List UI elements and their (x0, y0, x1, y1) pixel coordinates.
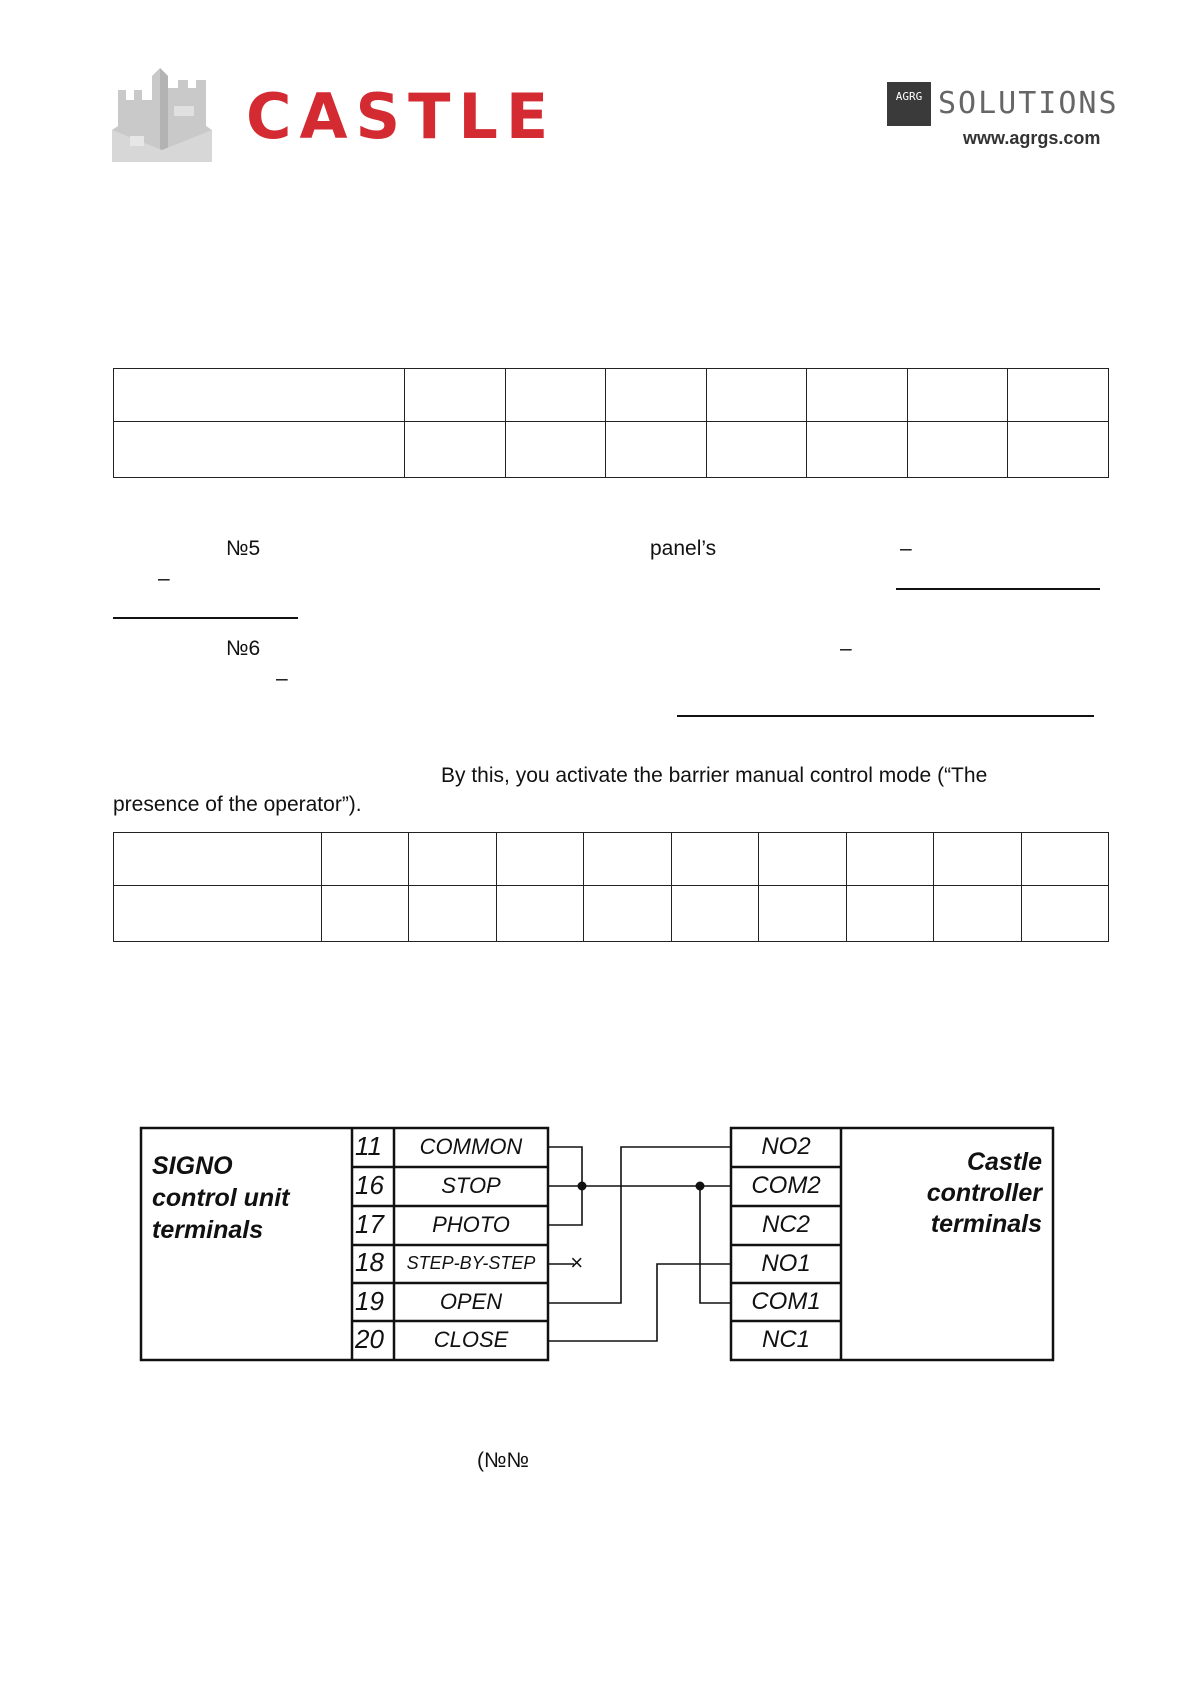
table-cell (496, 886, 583, 942)
text-no6: №6 (226, 637, 261, 660)
table-cell (496, 833, 583, 886)
castle-brand-text: CASTLE (246, 80, 557, 153)
text-activate-mode: By this, you activate the barrier manual control mode (“The (441, 764, 988, 787)
table-cell (1021, 886, 1109, 942)
castle-terminal-nc1: NC1 (761, 1326, 810, 1353)
table-cell (934, 833, 1021, 886)
table-cell (405, 422, 506, 478)
castle-title (852, 1147, 1042, 1240)
terminal-num-17: 17 (355, 1209, 384, 1239)
castle-title-line-2: controller (926, 1179, 1042, 1207)
table-cell (114, 886, 322, 942)
castle-logo-icon (112, 66, 212, 164)
castle-title-line-3: terminals (930, 1210, 1042, 1238)
table-cell (807, 369, 908, 422)
unconnected-mark: × (570, 1250, 583, 1275)
table-cell (846, 833, 933, 886)
castle-title-line-1: Castle (966, 1148, 1042, 1176)
text-operator-presence: presence of the operator”). (113, 793, 362, 816)
table-cell (706, 422, 807, 478)
signo-title-line-3: terminals (152, 1216, 264, 1244)
table-cell (405, 369, 506, 422)
signo-title-line-2: control unit (152, 1184, 290, 1212)
terminal-num-19: 19 (355, 1286, 384, 1316)
terminal-name-step-by-step: STEP-BY-STEP (406, 1253, 536, 1273)
terminal-num-16: 16 (355, 1170, 384, 1200)
castle-terminal-nc2: NC2 (761, 1211, 810, 1238)
table-cell (114, 422, 405, 478)
table-cell (322, 833, 409, 886)
underline-3 (677, 715, 1094, 717)
table-cell (807, 422, 908, 478)
table-cell (759, 833, 846, 886)
junction-dot (696, 1182, 705, 1191)
terminal-name-close: CLOSE (433, 1327, 509, 1352)
table-cell (505, 422, 606, 478)
terminal-num-20: 20 (355, 1324, 384, 1354)
table-cell (409, 833, 496, 886)
table-cell (584, 833, 671, 886)
table-cell (409, 886, 496, 942)
table-1 (113, 368, 1109, 478)
castle-terminal-com1: COM1 (751, 1288, 821, 1315)
table-cell (114, 833, 322, 886)
terminal-name-common: COMMON (419, 1134, 523, 1159)
table-cell (606, 422, 707, 478)
text-ref-numbers: (№№ (477, 1449, 530, 1472)
table-2 (113, 832, 1109, 942)
table-cell (934, 886, 1021, 942)
table-cell (1008, 369, 1109, 422)
text-no5: №5 (226, 537, 261, 560)
text-dash-1: – (900, 537, 912, 560)
text-dash-4: – (276, 667, 288, 690)
table-cell (606, 369, 707, 422)
junction-dot (578, 1182, 587, 1191)
table-cell (706, 369, 807, 422)
castle-terminal-no1: NO1 (761, 1250, 811, 1277)
table-cell (584, 886, 671, 942)
castle-terminal-com2: COM2 (751, 1172, 821, 1199)
table-cell (907, 369, 1008, 422)
agrgs-logo-icon: AGRG (887, 82, 931, 126)
text-panels: panel’s (650, 537, 717, 560)
terminal-name-stop: STOP (441, 1173, 501, 1198)
table-cell (1021, 833, 1109, 886)
text-dash-2: – (158, 567, 170, 590)
terminal-num-11: 11 (355, 1131, 382, 1161)
castle-terminal-no2: NO2 (761, 1133, 811, 1160)
table-cell (907, 422, 1008, 478)
terminal-name-open: OPEN (439, 1289, 503, 1314)
table-cell (1008, 422, 1109, 478)
terminal-name-photo: PHOTO (432, 1212, 510, 1237)
table-cell (759, 886, 846, 942)
table-cell (671, 833, 758, 886)
text-dash-3: – (840, 637, 852, 660)
table-cell (114, 369, 405, 422)
signo-title-line-1: SIGNO (152, 1152, 233, 1180)
table-cell (505, 369, 606, 422)
signo-title (152, 1150, 289, 1246)
underline-1 (896, 588, 1100, 590)
terminal-num-18: 18 (355, 1247, 384, 1277)
partner-url[interactable]: www.agrgs.com (963, 128, 1101, 148)
table-cell (322, 886, 409, 942)
table-cell (671, 886, 758, 942)
partner-name: SOLUTIONS (938, 86, 1119, 121)
underline-2 (113, 617, 298, 619)
table-cell (846, 886, 933, 942)
